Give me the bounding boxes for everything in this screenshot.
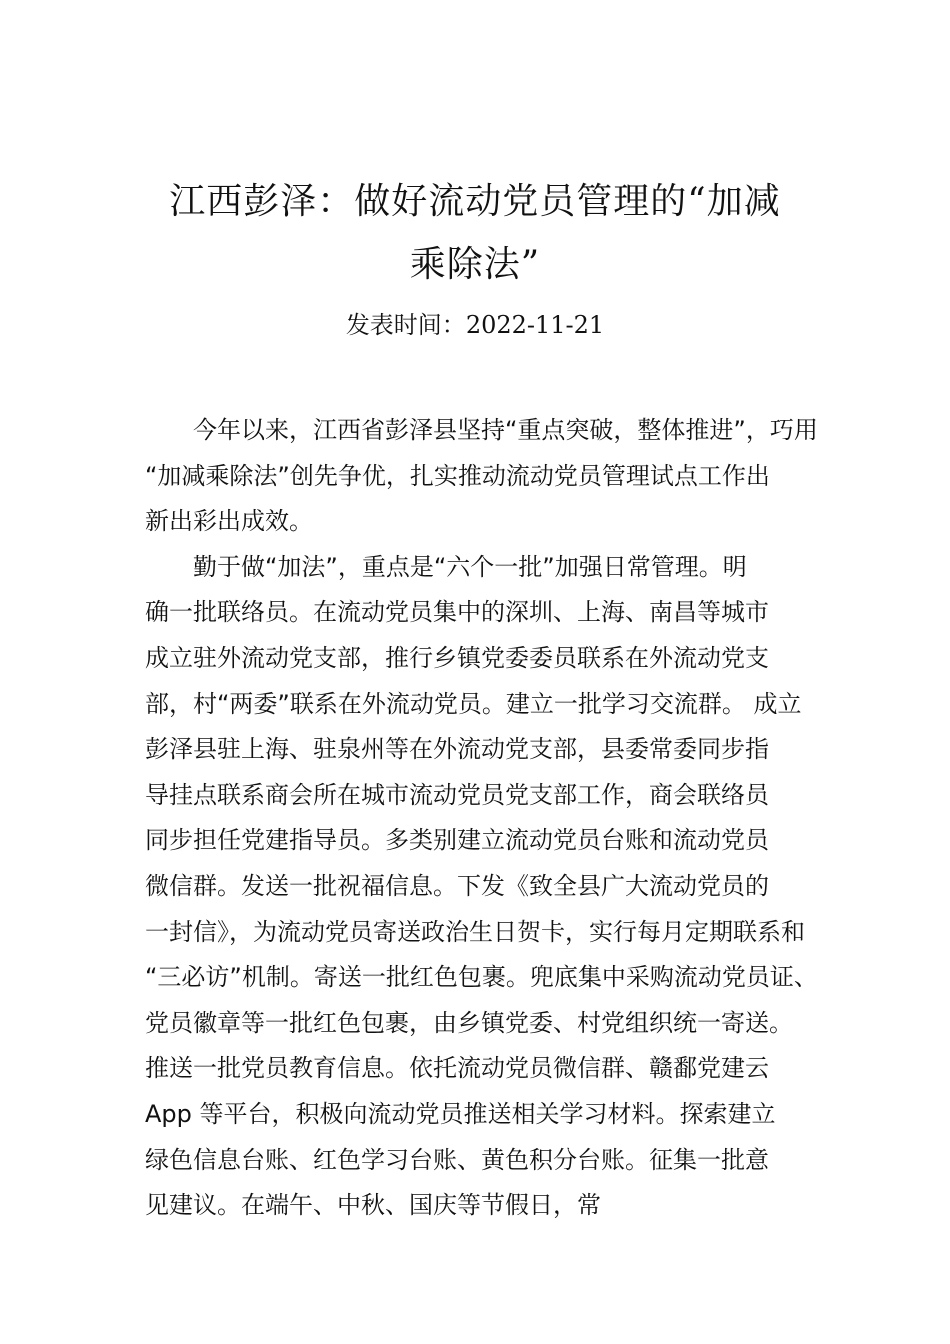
body-line: 成立驻外流动党支部，推行乡镇党委委员联系在外流动党支	[145, 643, 769, 672]
publish-date-label: 发表时间：	[345, 311, 466, 339]
body-line: 新出彩出成效。	[145, 507, 313, 536]
body-line: 见建议。在端午、中秋、国庆等节假日，常	[145, 1191, 601, 1220]
body-line: 确一批联络员。在流动党员集中的深圳、上海、南昌等城市	[145, 598, 769, 627]
body-line: 部，村“两委”联系在外流动党员。建立一批学习交流群。 成立	[145, 689, 802, 718]
body-line: 微信群。发送一批祝福信息。下发《致全县广大流动党员的	[145, 871, 769, 900]
publish-date	[0, 310, 950, 340]
article-title-line-2: 乘除法”	[409, 244, 541, 285]
body-line: App 等平台，积极向流动党员推送相关学习材料。探索建立	[145, 1099, 776, 1128]
body-line: 彭泽县驻上海、驻泉州等在外流动党支部，县委常委同步指	[145, 735, 769, 764]
body-line: “加减乘除法”创先争优，扎实推动流动党员管理试点工作出	[145, 461, 770, 490]
body-line: 勤于做“加法”，重点是“六个一批”加强日常管理。明	[193, 552, 747, 581]
body-line: 今年以来，江西省彭泽县坚持“重点突破，整体推进”，巧用	[193, 416, 818, 444]
article-title-line-1: 江西彭泽：做好流动党员管理的“加减	[169, 181, 781, 222]
publish-date-value: 2022-11-21	[465, 311, 605, 339]
body-line: 绿色信息台账、红色学习台账、黄色积分台账。征集一批意	[145, 1145, 769, 1174]
body-line: “三必访”机制。寄送一批红色包裹。兜底集中采购流动党员证、	[145, 963, 818, 992]
body-line: 党员徽章等一批红色包裹，由乡镇党委、村党组织统一寄送。	[145, 1008, 793, 1037]
article-body	[145, 408, 835, 1229]
body-line: 导挂点联系商会所在城市流动党员党支部工作，商会联络员	[145, 780, 769, 809]
body-line: 一封信》，为流动党员寄送政治生日贺卡，实行每月定期联系和	[145, 917, 805, 946]
body-line: 推送一批党员教育信息。依托流动党员微信群、赣鄱党建云	[145, 1054, 769, 1083]
body-line: 同步担任党建指导员。多类别建立流动党员台账和流动党员	[145, 826, 769, 855]
